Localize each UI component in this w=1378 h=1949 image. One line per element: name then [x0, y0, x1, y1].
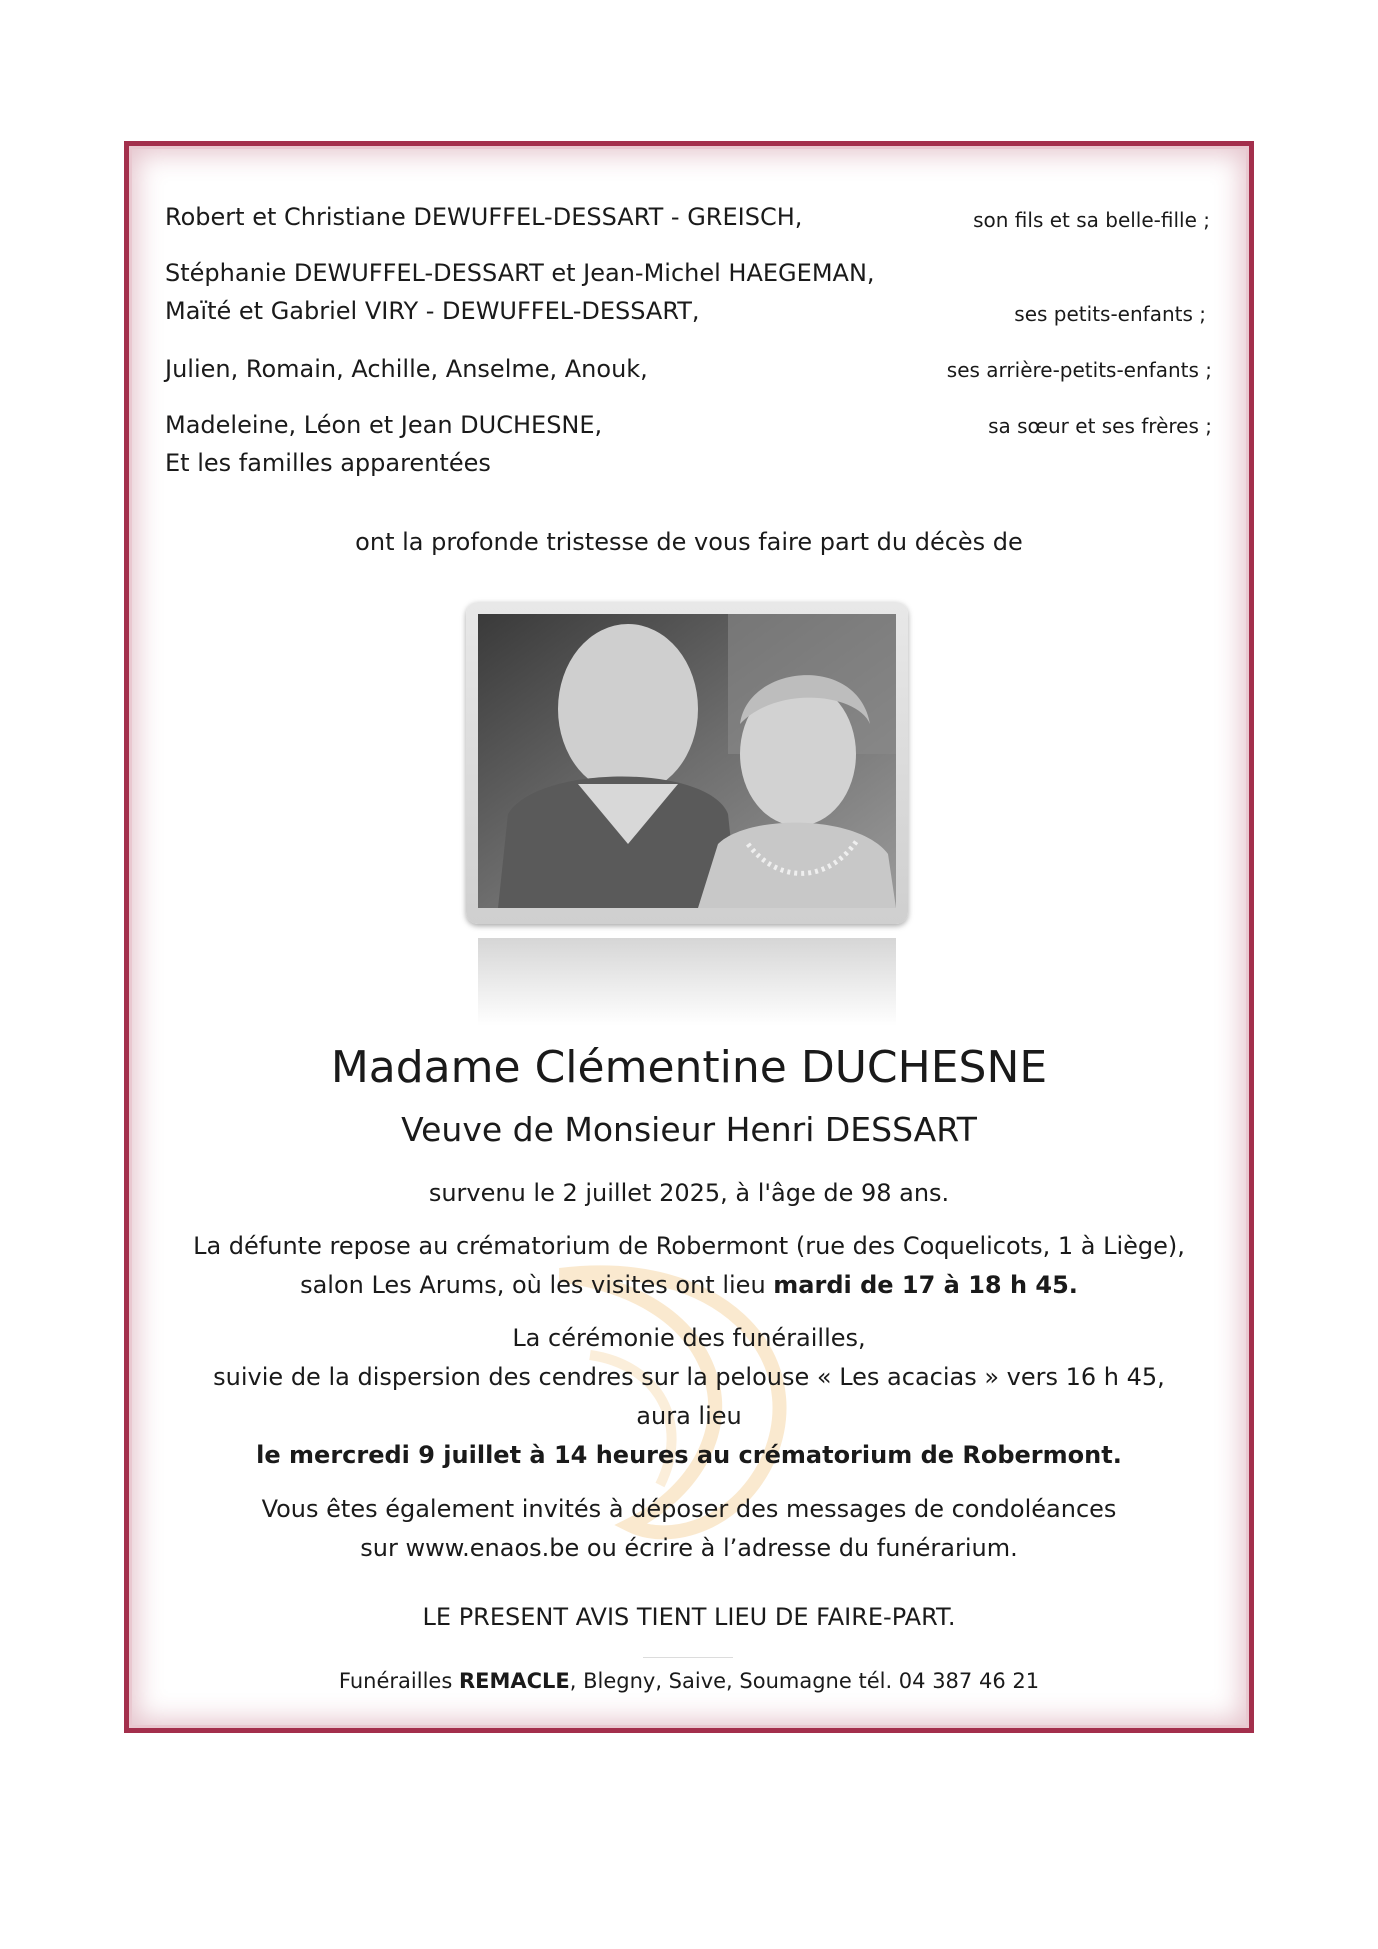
visitation-time: mardi de 17 à 18 h 45.: [773, 1271, 1078, 1299]
family-role-great-grandchildren: ses arrière-petits-enfants ;: [946, 358, 1212, 382]
family-role-grandchildren: ses petits-enfants ;: [1014, 302, 1206, 326]
deceased-name: Madame Clémentine DUCHESNE: [330, 1042, 1048, 1093]
visitation-line-2-plain: salon Les Arums, où les visites ont lieu: [300, 1271, 774, 1299]
visitation-line-1: La défunte repose au crématorium de Robermont (rue des Coquelicots, 1 à Liège),: [193, 1232, 1185, 1260]
ceremony-date: le mercredi 9 juillet à 14 heures au crématorium de Robermont.: [256, 1441, 1122, 1469]
footer-prefix: Funérailles: [338, 1669, 459, 1693]
family-role-son: son fils et sa belle-fille ;: [973, 208, 1210, 232]
photo-reflection: [478, 938, 896, 1026]
family-line-son: Robert et Christiane DEWUFFEL-DESSART - GREISCH,: [165, 203, 803, 231]
portrait-photo-frame: [466, 602, 908, 924]
footer-company: REMACLE: [458, 1669, 570, 1693]
family-line-granddaughter-2: Maïté et Gabriel VIRY - DEWUFFEL-DESSART,: [165, 297, 700, 325]
family-line-great-grandchildren: Julien, Romain, Achille, Anselme, Anouk,: [165, 355, 648, 383]
family-line-granddaughter: Stéphanie DEWUFFEL-DESSART et Jean-Michel HAEGEMAN,: [165, 259, 875, 287]
footer-funeral-home: [130, 1667, 1248, 1695]
family-line-siblings: Madeleine, Léon et Jean DUCHESNE,: [165, 411, 603, 439]
deceased-subtitle: Veuve de Monsieur Henri DESSART: [401, 1110, 977, 1149]
footer-suffix: , Blegny, Saive, Soumagne tél. 04 387 46 21: [569, 1669, 1040, 1693]
condolences-line-2: sur www.enaos.be ou écrire à l’adresse du funérarium.: [360, 1534, 1018, 1562]
condolences-line-1: Vous êtes également invités à déposer des messages de condoléances: [261, 1495, 1117, 1523]
ceremony-line-1: La cérémonie des funérailles,: [512, 1324, 866, 1352]
notice-text: LE PRESENT AVIS TIENT LIEU DE FAIRE-PART.: [422, 1603, 956, 1631]
announcement-intro: ont la profonde tristesse de vous faire part du décès de: [355, 528, 1023, 556]
footer-divider: [643, 1657, 733, 1658]
visitation-line-2: [130, 1270, 1248, 1300]
portrait-photo: [478, 614, 896, 908]
family-line-relatives: Et les familles apparentées: [165, 449, 491, 477]
ceremony-line-2: suivie de la dispersion des cendres sur la pelouse « Les acacias » vers 16 h 45,: [213, 1363, 1165, 1391]
death-date: survenu le 2 juillet 2025, à l'âge de 98 ans.: [428, 1179, 950, 1207]
family-role-siblings: sa sœur et ses frères ;: [988, 414, 1212, 438]
ceremony-line-3: aura lieu: [636, 1402, 742, 1430]
